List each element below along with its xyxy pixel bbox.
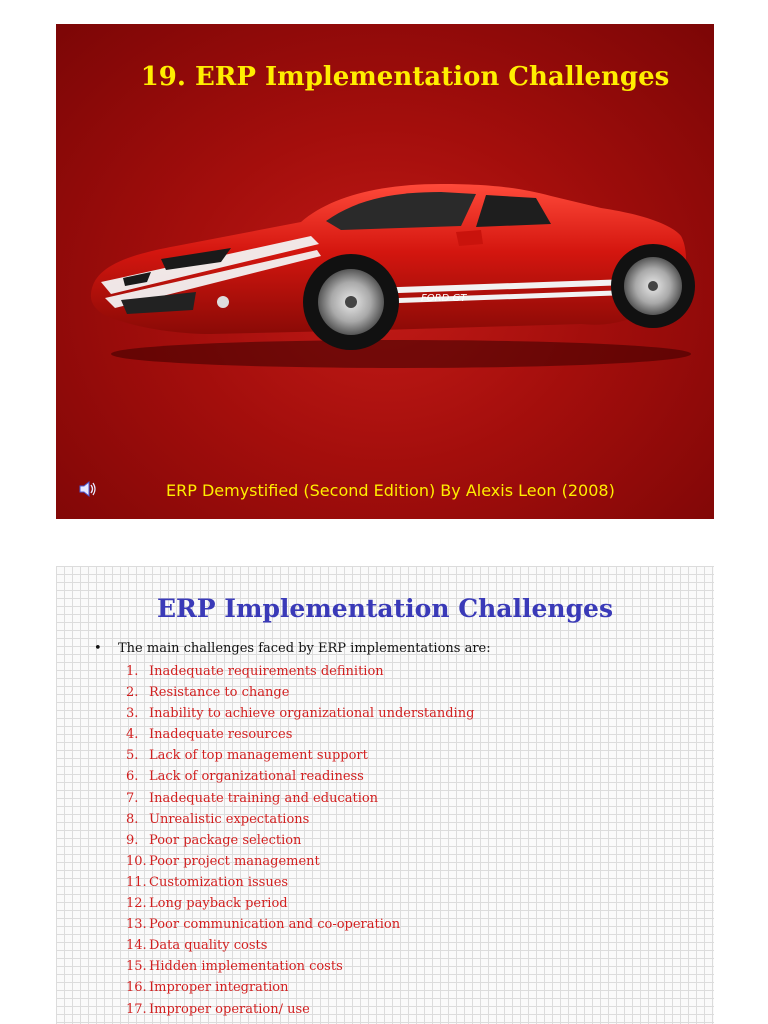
intro-line [94, 641, 491, 656]
list-item-number: 3. [126, 706, 139, 722]
car-badge-text: FORD GT [421, 293, 467, 304]
slide-title: 19. ERP Implementation Challenges [140, 62, 670, 92]
challenges-list [126, 661, 474, 1020]
list-item-number: 12. [126, 896, 147, 912]
content-slide [56, 566, 714, 1024]
list-item-number: 2. [126, 685, 139, 701]
list-item [126, 766, 474, 787]
slide-title: ERP Implementation Challenges [156, 594, 614, 623]
list-item [126, 914, 474, 935]
list-item [126, 788, 474, 809]
list-item-number: 1. [126, 664, 139, 679]
list-item-text: Poor project management [149, 853, 320, 869]
list-item-number: 5. [126, 748, 139, 764]
list-item [126, 977, 474, 998]
list-item [126, 661, 474, 682]
list-item [126, 851, 474, 872]
list-item-text: Inadequate requirements definition [149, 664, 384, 679]
list-item-text: Hidden implementation costs [149, 959, 343, 975]
list-item-number: 16. [126, 980, 147, 996]
list-item [126, 809, 474, 830]
intro-text: The main challenges faced by ERP implementations are: [118, 641, 491, 656]
list-item [126, 999, 474, 1020]
list-item [126, 830, 474, 851]
list-item [126, 703, 474, 724]
list-item [126, 872, 474, 893]
list-item [126, 893, 474, 914]
bullet-icon: • [94, 641, 102, 656]
car-image [81, 174, 711, 384]
list-item-text: Improper integration [149, 980, 289, 996]
list-item [126, 935, 474, 956]
list-item-text: Customization issues [149, 874, 289, 890]
list-item-text: Data quality costs [149, 938, 268, 954]
list-item-number: 17. [126, 1001, 147, 1017]
list-item-text: Lack of organizational readiness [149, 769, 364, 785]
list-item [126, 682, 474, 703]
list-item [126, 724, 474, 745]
list-item-number: 11. [126, 874, 147, 890]
list-item-number: 4. [126, 727, 139, 743]
list-item-text: Improper operation/ use [149, 1001, 310, 1017]
list-item-text: Poor package selection [149, 832, 302, 848]
list-item-text: Inadequate resources [149, 727, 293, 743]
list-item-number: 10. [126, 853, 147, 869]
list-item-text: Inability to achieve organizational understanding [149, 706, 475, 722]
list-item-number: 9. [126, 832, 139, 848]
list-item-number: 13. [126, 917, 147, 933]
list-item-text: Poor communication and co-operation [149, 917, 401, 933]
list-item-text: Inadequate training and education [149, 790, 379, 806]
list-item-number: 14. [126, 938, 147, 954]
list-item-text: Lack of top management support [149, 748, 368, 764]
list-item-text: Long payback period [149, 896, 288, 912]
list-item [126, 745, 474, 766]
list-item-number: 8. [126, 811, 139, 827]
speaker-icon[interactable] [78, 479, 98, 499]
list-item-number: 7. [126, 790, 139, 806]
list-item-text: Resistance to change [149, 685, 290, 701]
list-item-text: Unrealistic expectations [149, 811, 310, 827]
list-item-number: 15. [126, 959, 147, 975]
slide-caption: ERP Demystified (Second Edition) By Alexis Leon (2008) [166, 481, 615, 500]
list-item [126, 956, 474, 977]
list-item-number: 6. [126, 769, 139, 785]
title-slide [56, 24, 714, 519]
